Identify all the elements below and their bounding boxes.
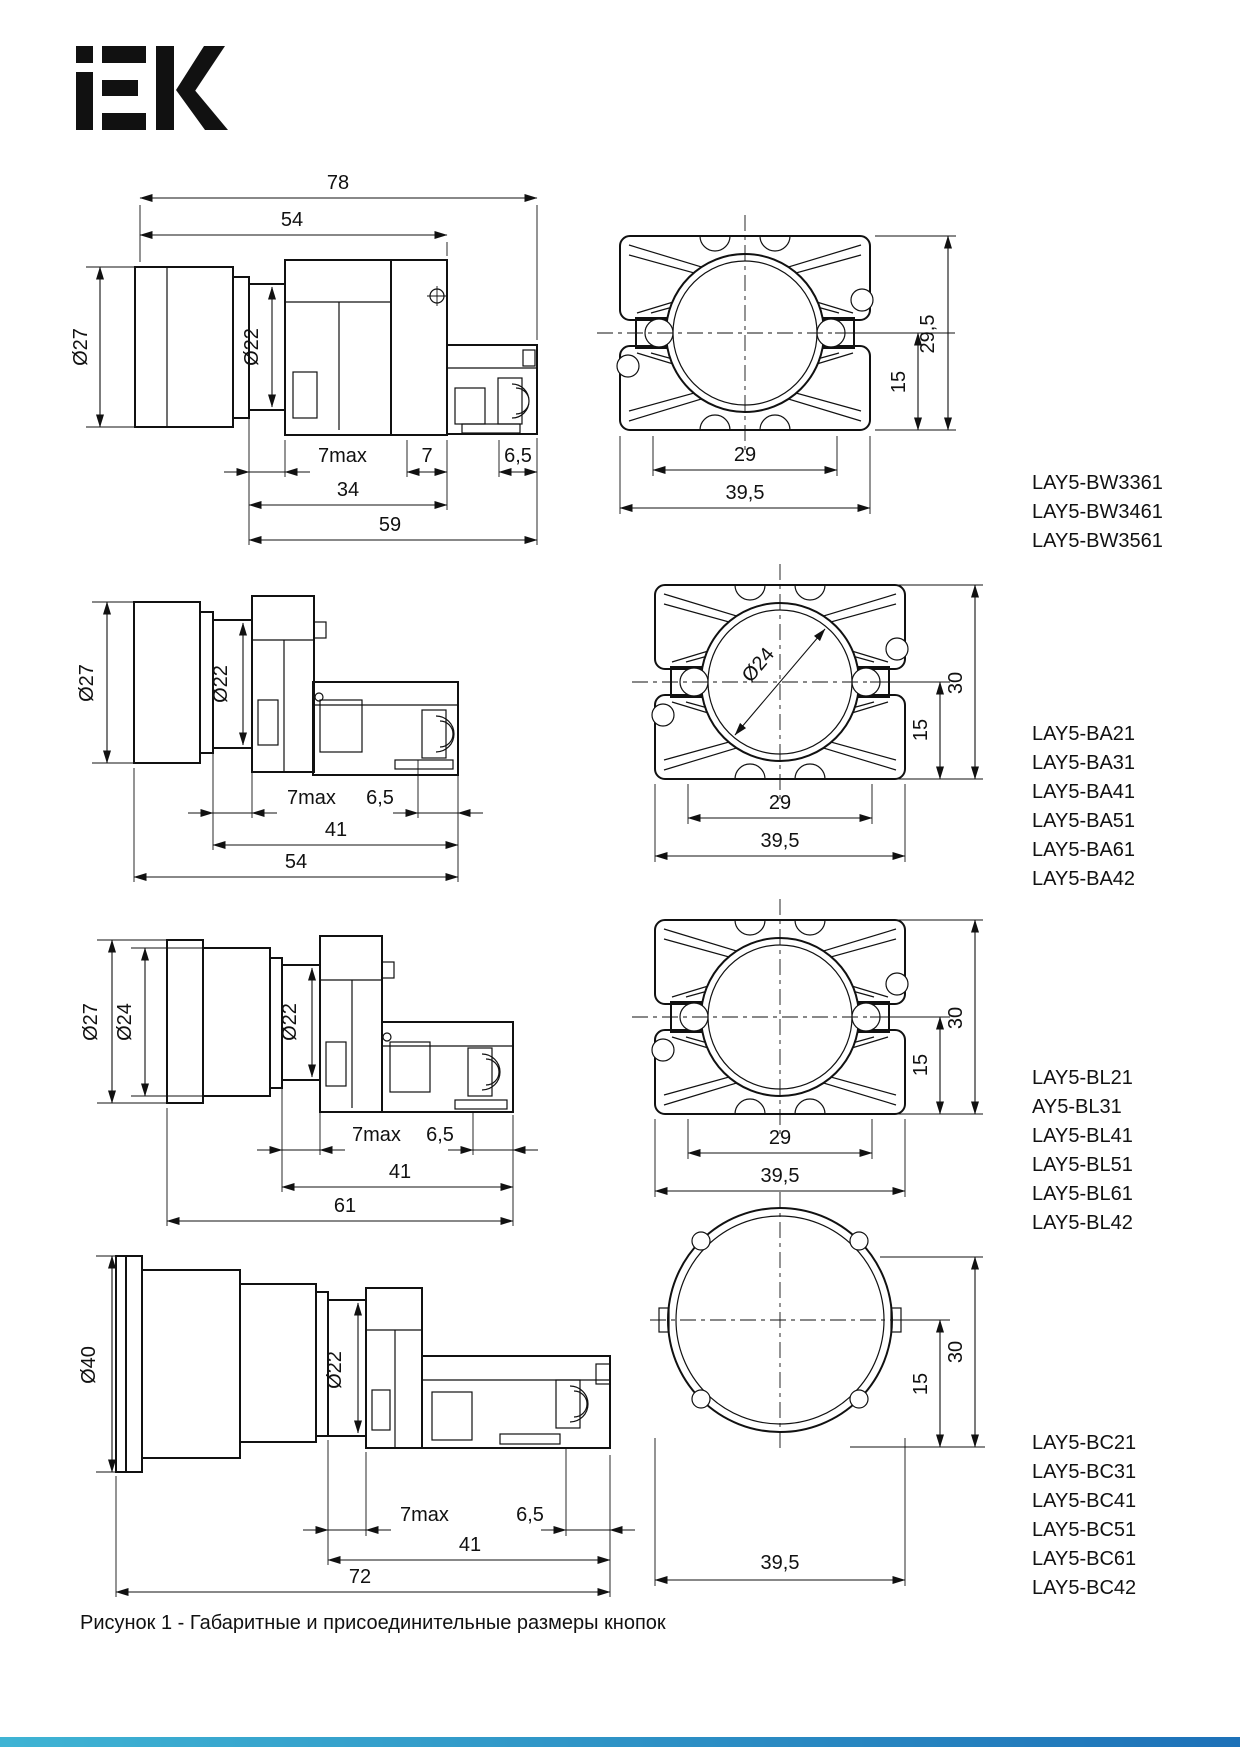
dim-label: 15 [910, 718, 932, 742]
dim-label: 30 [945, 1340, 967, 1364]
model-number: LAY5-BA41 [1032, 781, 1136, 803]
row-1-side-dimensions [70, 172, 537, 545]
dim-label: 59 [378, 514, 402, 536]
dim-label: 39,5 [760, 1165, 800, 1187]
dim-label: Ø24 [114, 1003, 136, 1041]
row-1-side-view [135, 260, 537, 435]
model-number: LAY5-BC31 [1032, 1461, 1137, 1483]
row-3-front-view [632, 899, 983, 1197]
model-number: LAY5-BC42 [1032, 1577, 1137, 1599]
dim-label: 15 [910, 1372, 932, 1396]
model-number: LAY5-BL21 [1032, 1067, 1133, 1089]
model-number: LAY5-BC21 [1032, 1432, 1137, 1454]
model-number: LAY5-BW3561 [1032, 530, 1163, 552]
dim-label: 34 [336, 479, 360, 501]
dim-label: 30 [945, 1006, 967, 1030]
dim-label: 54 [284, 851, 308, 873]
dim-label: 41 [324, 819, 348, 841]
dim-label: Ø27 [70, 328, 92, 366]
model-number: LAY5-BC61 [1032, 1548, 1137, 1570]
dim-label: 41 [388, 1161, 412, 1183]
model-number: LAY5-BC41 [1032, 1490, 1137, 1512]
dim-label: 41 [458, 1534, 482, 1556]
dim-label: 29 [733, 444, 757, 466]
dim-label: 78 [326, 172, 350, 194]
model-number: LAY5-BA61 [1032, 839, 1136, 861]
dim-label: 61 [333, 1195, 357, 1217]
row-1-front-view [597, 215, 956, 514]
model-list-row-2 [1032, 720, 1135, 894]
row-2-front-view [632, 564, 983, 862]
model-number: LAY5-BA51 [1032, 810, 1136, 832]
dim-label: 29,5 [917, 314, 939, 354]
dim-label: 72 [348, 1566, 372, 1588]
dim-label: 29 [768, 792, 792, 814]
model-list-row-3 [1032, 1064, 1133, 1238]
dim-label: 7max [287, 787, 336, 809]
dim-label: 7max [400, 1504, 449, 1526]
dim-label: Ø40 [78, 1346, 100, 1384]
row-4-side-dimensions [78, 1256, 635, 1597]
model-number: LAY5-BL42 [1032, 1212, 1133, 1234]
model-list-row-1 [1032, 468, 1163, 555]
dim-label: Ø22 [210, 665, 232, 703]
row-3-side-dimensions [80, 940, 538, 1226]
model-number: LAY5-BA42 [1032, 868, 1136, 890]
dim-label: Ø22 [324, 1351, 346, 1389]
dim-label: Ø22 [241, 328, 263, 366]
dim-label: 6,5 [366, 787, 394, 809]
dim-label: 7max [352, 1124, 401, 1146]
dim-label: 15 [910, 1053, 932, 1077]
row-2-side-view [134, 596, 458, 775]
dim-label: 6,5 [426, 1124, 454, 1146]
model-number: LAY5-BW3461 [1032, 501, 1163, 523]
dim-label: Ø27 [80, 1003, 102, 1041]
model-number: LAY5-BA21 [1032, 723, 1136, 745]
dim-label: 7max [318, 445, 367, 467]
model-number: LAY5-BW3361 [1032, 472, 1163, 494]
dim-label: 7 [421, 445, 433, 467]
model-list-row-4 [1032, 1428, 1136, 1602]
dim-label: 30 [945, 671, 967, 695]
dim-label: Ø22 [279, 1003, 301, 1041]
dim-label: 39,5 [760, 1552, 800, 1574]
dim-label: 6,5 [516, 1504, 544, 1526]
model-number: LAY5-BL41 [1032, 1125, 1133, 1147]
row-3-side-view [167, 936, 513, 1112]
dim-label: 15 [888, 370, 910, 394]
model-number: LAY5-BL51 [1032, 1154, 1133, 1176]
footer-brand-bar [0, 1737, 1240, 1747]
dim-label: 39,5 [760, 830, 800, 852]
row-4-side-view [116, 1256, 610, 1472]
model-number: LAY5-BA31 [1032, 752, 1136, 774]
figure-caption: Рисунок 1 - Габаритные и присоединительные размеры кнопок [80, 1612, 666, 1634]
dim-label: Ø24 [737, 643, 779, 687]
row-4-front-view [650, 1192, 985, 1586]
dim-label: 39,5 [725, 482, 765, 504]
dim-label: 29 [768, 1127, 792, 1149]
dim-label: Ø27 [76, 664, 98, 702]
dim-label: 54 [280, 209, 304, 231]
model-number: LAY5-BL61 [1032, 1183, 1133, 1205]
dim-label: 6,5 [504, 445, 532, 467]
model-number: AY5-BL31 [1032, 1096, 1122, 1118]
model-number: LAY5-BC51 [1032, 1519, 1137, 1541]
